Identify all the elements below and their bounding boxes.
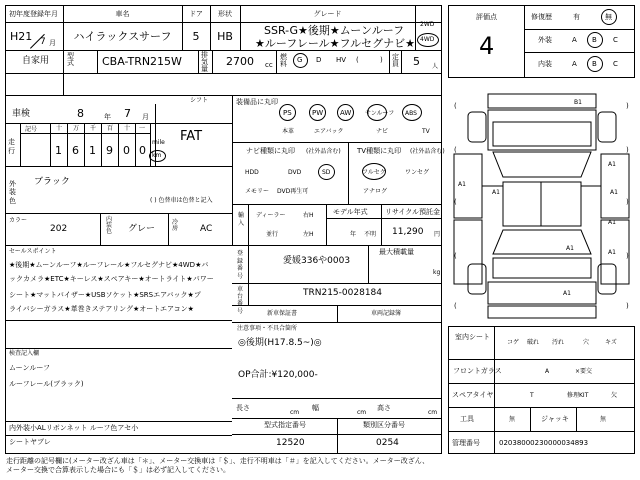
navi-label: ナビ種類に丸印 [246, 147, 295, 155]
capacity-label: 定員 [392, 53, 399, 68]
capacity: 5 [413, 55, 420, 68]
class-label: 類別区分番号 [363, 421, 405, 429]
diagram-label-a1-4: A1 [610, 189, 618, 196]
diagram-label-a1-8: A1 [563, 290, 571, 297]
mileage-digit-4: 9 [106, 144, 113, 157]
use-type: 自家用 [22, 56, 50, 66]
navi-sd: SD [322, 169, 331, 176]
mileage-label: 走行 [8, 138, 15, 156]
interior-color: グレー [128, 224, 156, 234]
inspector-line-2: ルーフレール(ブラック) [9, 380, 84, 388]
model-year-unknown: 不明 [364, 231, 377, 238]
navi-dvd-play: DVD再生可 [277, 188, 309, 195]
diagram-label-a1-2: A1 [492, 189, 500, 196]
inspection-year: 8 [77, 107, 84, 120]
sales-point-line-1: ★後期★ムーンルーフ★ルーフレール★フルセグナビ★4WD★バ [9, 261, 209, 269]
class-no: 0254 [376, 438, 399, 448]
car-name: ハイラックスサーフ [73, 30, 172, 43]
grade-line-1: SSR-G★後期★ムーンルーフ [264, 24, 405, 37]
diagram-mark-6: ) [626, 102, 629, 110]
displacement-label: 排気量 [201, 51, 208, 73]
width-label: 幅 [312, 404, 319, 412]
score-label: 評価点 [476, 13, 497, 21]
recycle-label: リサイクル預託金 [385, 208, 441, 216]
jack-label: ジャッキ [541, 415, 569, 423]
equip-navi: ナビ [376, 128, 389, 135]
diagram-mark-8: ) [626, 198, 629, 206]
navi-memory: メモリー [245, 188, 270, 195]
interior-grade-label: 内装 [538, 60, 552, 68]
drive-2wd: 2WD [420, 21, 435, 28]
length-label: 長さ [236, 404, 250, 412]
diagram-label-a1-3: A1 [608, 161, 616, 168]
car-damage-diagram [448, 82, 635, 322]
chassis-number: TRN215-0028184 [303, 288, 382, 298]
max-load-label: 最大積載量 [379, 248, 414, 256]
shift-label: シフト [190, 97, 209, 104]
diagram-label-a1-5: A1 [608, 219, 616, 226]
exterior-note: ( ) 色替車は色替と記入 [150, 197, 213, 204]
footer-note-2: メーター交換で合算表示した場合にも「＄」は必ず記入してください。 [6, 466, 230, 474]
exterior-color: ブラック [34, 177, 70, 187]
mileage-digit-5: 0 [123, 144, 130, 157]
fuel-g: G [297, 56, 303, 64]
navi-dvd: DVD [288, 169, 302, 176]
fuel-d: D [316, 56, 322, 64]
diagram-label-a1-6: A1 [608, 249, 616, 256]
equip-abs: ABS [405, 110, 417, 117]
registration-plate: 愛媛336や0003 [283, 256, 351, 266]
inspector-label: 検査記入欄 [9, 350, 40, 357]
vehicle-record: 車両記録簿 [371, 310, 402, 317]
color-no: 202 [50, 224, 68, 234]
repair-yes: 有 [573, 13, 580, 21]
interior-grade: B [592, 60, 597, 68]
tv-label: TV種類に丸印 [357, 147, 402, 155]
first-reg-year: H21 [10, 30, 33, 43]
repair-none: 無 [605, 13, 612, 21]
door-label: ドア [189, 10, 203, 18]
first-reg-label: 初年度登録年月 [9, 10, 58, 18]
tools-label: 工具 [460, 415, 474, 423]
equipment-label: 装備品に丸印 [236, 98, 278, 106]
recycle-amount: 11,290 [392, 227, 424, 237]
management-no: 02038000230000034893 [499, 439, 589, 447]
score-value: 4 [479, 32, 495, 60]
ac-label: 冷房 [172, 219, 179, 232]
type-label: 型式 [67, 52, 74, 67]
equip-pw: PW [312, 109, 324, 117]
inspection-month: 7 [124, 107, 131, 120]
sales-point-line-2: ックカメラ★ETC★キーレス★スペアキー★オートライト★パワー [9, 275, 214, 283]
sales-points-label: セールスポイント [9, 248, 57, 255]
grade-line-2: ★ルーフレール★フルセグナビ★ [255, 37, 415, 50]
diagram-mark-2: ( [454, 146, 457, 154]
inspector-line-1: ムーンルーフ [9, 364, 50, 372]
mileage-digit-1: 1 [55, 144, 62, 157]
ac-value: AC [200, 224, 213, 234]
exterior-color-label: 外装色 [9, 180, 16, 205]
drive-4wd: 4WD [420, 36, 435, 43]
equip-leather: 本革 [282, 128, 295, 135]
tv-oneseg: ワンセグ [405, 169, 430, 176]
sales-point-line-3: シート★マットバイザー★USBソケット★SRSエアバック★プ [9, 291, 201, 299]
color-no-label: カラー [9, 217, 28, 224]
displacement: 2700 [226, 55, 254, 68]
notes-line-1: ◎後期(H17.8.5~)◎ [238, 338, 322, 348]
mileage-digit-2: 6 [72, 144, 79, 157]
diagram-mark-3: ( [454, 198, 457, 206]
first-reg-month: 7 [40, 37, 46, 47]
equip-sunroof: サンルーフ [365, 110, 395, 117]
tv-analog: アナログ [363, 188, 388, 195]
shift-type: FAT [180, 129, 203, 144]
model-code: CBA-TRN215W [102, 55, 182, 68]
diagram-label-b1: B1 [574, 99, 582, 106]
diagram-mark-5: ( [454, 302, 457, 310]
equip-aw: AW [340, 109, 352, 117]
chassis-label: 車台番号 [237, 286, 244, 315]
front-glass-label: フロントガラス [453, 367, 502, 375]
seat-label: 室内シート [455, 333, 490, 341]
equip-tv: TV [422, 128, 430, 135]
inspection-label: 車検 [12, 109, 31, 119]
mileage-digit-6: 0 [139, 144, 146, 157]
steering-right: 右H [303, 212, 314, 219]
footer-note-1: 走行距離の記号欄に(メーター改ざん車は「＊」、メーター交換車は「＄」、走行不明車は「＃」を記入してください。メーター改ざん、 [6, 457, 430, 465]
import-label: 輸入 [238, 212, 245, 228]
vehicle-condition-sheet: 初年度登録年月 H21 7 月 車名 ハイラックスサーフ ドア 5 形状 HB グレード SSR-G★後期★ムーンルーフ ★ルーフレール★フルセグナビ★ 2WD 4WD 自家用 型式 CBA-TRN215W 排気量 2700 cc 燃料 G D HV ( ) 定員 5 人 車検 8 年 7 月 シフト FAT 走行 記号 十 万 千 百 十 一 1 6 1 9 0 0 km mile 外装色 ブラック ( ) 色替車は色替と記入 カラー 202 内装色 グレー 冷房 AC 装備品に丸印 PS PW AW サンルーフ ABS 本革 エアバック ナビ TV ナビ種類に丸印 (社外品含む) HDD DVD SD メモリー DVD再生可 TV種類に丸印 (社外品含む) フルセグ ワンセグ アナログ 輸入 ディーラー 並行 右H 左H モデル年式 年 不明 リサイクル預託金 11,290 円 セールスポイント ★後期★ムーンルーフ★ルーフレール★フルセグナビ★4WD★バ ックカメラ★ETC★キーレス★スペアキー★オートライト★パワー シート★マットバイザー★USBソケット★SRSエアバック★プ ライバシーガラス★革巻きステアリング★オートエアコン★ 検査記入欄 ムーンルーフ ルーフレール(ブラック) 内外装小ALリボンネット ルーフ色アセ小 シートヤブレ 登録番号 愛媛336や0003 最大積載量 kg 車台番号 TRN215-0028184 新車保証書 車両記録簿 注意事項・不具合箇所 ◎後期(H17.8.5~)◎ OP合計:¥120,000- 長さ cm 幅 cm 高さ cm 型式指定番号 12520 類別区分番号 0254 評価点 4 修復歴 有 無 外装 A B C 内装 A B C B1 A1 A1 A1 A1 A1 A1 A1 A1 ( ( ( ( ( ) ) ) ) ) 室内シート コゲ 破れ 汚れ 穴 キズ フロントガラス A ×要交 スペアタイヤ T 修理KIT 欠 工具 無 ジャッキ 無 管理番号 02038000230000034893 走行距離の記号欄に(メーター改ざん車は「＊」、メーター交換車は「＄」、走行不明車は「＃」を記入してください。メーター改ざん、 メーター交換で合算表示した場合にも「＄」は必ず記入してください。 [0, 0, 640, 480]
tools-value: 無 [509, 416, 516, 423]
new-car-warranty: 新車保証書 [267, 310, 298, 317]
diagram-mark-7: ) [626, 146, 629, 154]
diagram-label-a1-7: A1 [566, 245, 574, 252]
registration-label: 登録番号 [237, 250, 244, 280]
door-count: 5 [192, 30, 200, 43]
diagram-mark-10: ) [626, 302, 629, 310]
repair-history-label: 修復歴 [531, 13, 552, 21]
import-parallel: 並行 [266, 231, 279, 238]
height-label: 高さ [377, 404, 391, 412]
diagram-label-a1-1: A1 [458, 181, 466, 188]
jack-value: 無 [600, 416, 607, 423]
mileage-unit-km: km [152, 152, 162, 159]
import-dealer: ディーラー [256, 212, 286, 219]
spare-tire-label: スペアタイヤ [452, 391, 494, 399]
equip-airbag: エアバック [314, 128, 344, 135]
fuel-label: 燃料 [280, 53, 287, 68]
diagram-mark-4: ( [454, 252, 457, 260]
steering-left: 左H [303, 231, 314, 238]
equip-ps: PS [283, 109, 292, 117]
mileage-unit-mile: mile [152, 139, 165, 146]
shape-label: 形状 [218, 10, 232, 18]
mileage-digit-3: 1 [89, 144, 96, 157]
car-name-label: 車名 [115, 10, 130, 18]
exterior-grade: B [592, 36, 597, 44]
sales-point-line-4: ライバシーガラス★革巻きステアリング★オートエアコン★ [9, 305, 194, 313]
type-designation-label: 型式指定番号 [264, 421, 306, 429]
grade-label: グレード [313, 10, 342, 18]
navi-hdd: HDD [245, 169, 259, 176]
diagram-mark-1: ( [454, 102, 457, 110]
notes-label: 注意事項・不具合箇所 [237, 325, 298, 332]
interior-color-label: 内装色 [106, 216, 113, 235]
notes-line-2: OP合計:¥120,000- [238, 370, 318, 380]
model-year-label: モデル年式 [333, 208, 368, 216]
type-designation-no: 12520 [276, 438, 305, 448]
exterior-grade-label: 外装 [538, 36, 552, 44]
diagram-mark-9: ) [626, 252, 629, 260]
inspector-line-4: シートヤブレ [9, 438, 51, 446]
fuel-hv: HV [336, 56, 347, 64]
inspector-line-3: 内外装小ALリボンネット ルーフ色アセ小 [9, 424, 139, 432]
shape: HB [217, 30, 233, 43]
tv-fullseg: フルセグ [362, 169, 386, 176]
management-no-label: 管理番号 [452, 439, 480, 447]
